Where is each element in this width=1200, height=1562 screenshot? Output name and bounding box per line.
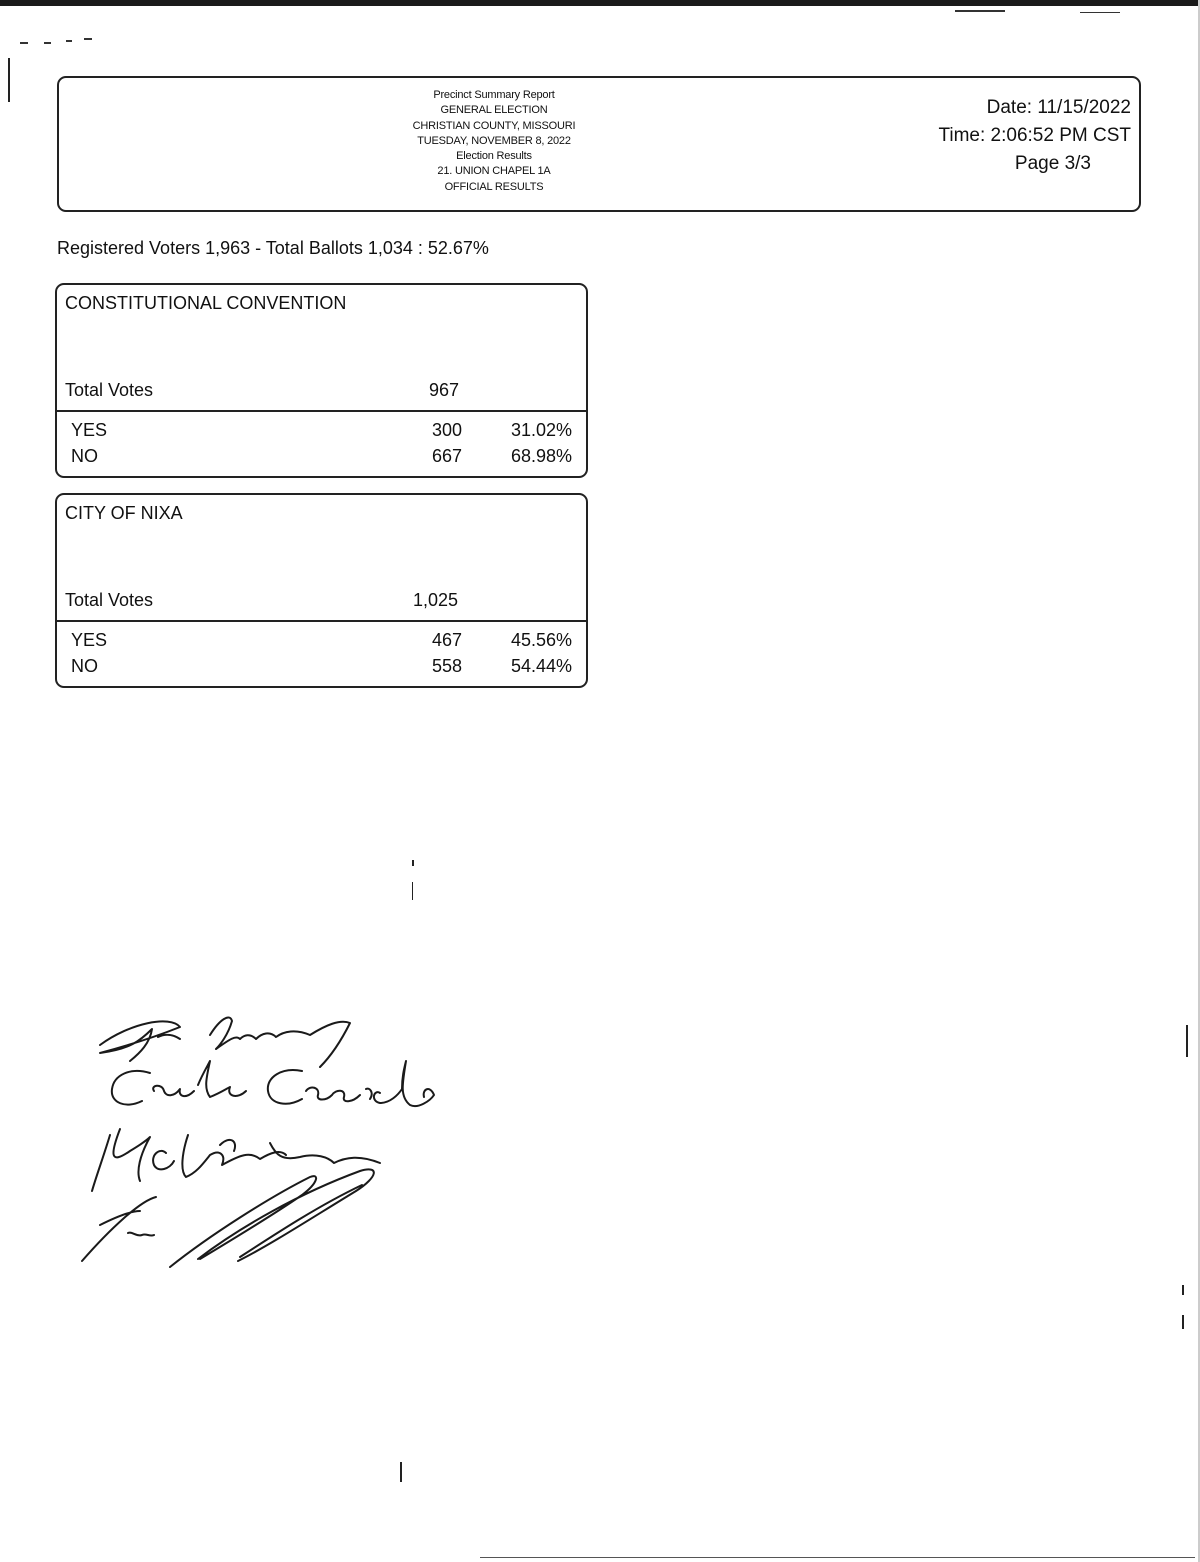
choice-name: NO [71,446,98,466]
choice-votes: 467 [431,630,462,650]
scan-mark [84,38,92,40]
signature-4 [82,1169,374,1267]
total-votes-value: 1,025 [413,590,459,610]
turnout-summary: Registered Voters 1,963 - Total Ballots 1,034 : 52.67% [57,238,489,258]
scan-bottom-line [480,1557,1195,1558]
county-name: CHRISTIAN COUNTY, MISSOURI [412,119,576,132]
contest-constitutional-convention [55,283,588,478]
total-votes-label: Total Votes [65,380,154,400]
signature-2 [112,1061,434,1106]
precinct-name: 21. UNION CHAPEL 1A [437,165,551,178]
choice-name: YES [71,630,108,650]
scan-top-edge [0,0,1200,6]
total-votes-label: Total Votes [65,590,154,610]
scan-mark [1080,12,1120,13]
scan-mark [412,860,414,866]
scan-mark [8,58,10,102]
total-votes-value: 967 [429,380,460,400]
choice-name: YES [71,420,108,440]
choice-votes: 558 [431,656,462,676]
handwritten-signatures [70,1005,450,1275]
choice-votes: 667 [431,446,462,466]
scan-mark [20,42,28,44]
scan-mark [955,10,1005,12]
scan-mark [1182,1285,1184,1295]
choice-row [57,656,586,682]
official-label: OFFICIAL RESULTS [444,180,544,193]
contest-title: CITY OF NIXA [65,503,183,523]
choice-percent: 31.02% [510,420,572,440]
report-time: Time: 2:06:52 PM CST [938,125,1131,146]
choice-percent: 68.98% [510,446,572,466]
election-name: GENERAL ELECTION [440,104,548,117]
scan-mark [1186,1025,1188,1057]
scan-mark [1182,1315,1184,1329]
contest-divider [57,620,586,622]
signature-3 [92,1129,380,1191]
contest-divider [57,410,586,412]
signature-1 [100,1017,350,1067]
choice-row [57,446,586,472]
election-date: TUESDAY, NOVEMBER 8, 2022 [417,134,571,147]
report-meta [911,94,1131,178]
report-type: Precinct Summary Report [433,89,555,101]
report-date: Date: 11/15/2022 [986,97,1131,118]
results-label: Election Results [456,150,532,163]
scan-mark [66,40,72,42]
choice-row [57,630,586,656]
choice-percent: 45.56% [510,630,572,650]
report-header [57,76,1141,212]
scan-mark [400,1462,402,1482]
page-number: Page 3/3 [1014,153,1091,174]
contest-city-of-nixa [55,493,588,688]
report-title-block [399,88,589,195]
scan-mark [412,882,413,900]
choice-name: NO [71,656,98,676]
choice-row [57,420,586,446]
choice-percent: 54.44% [510,656,572,676]
contest-title: CONSTITUTIONAL CONVENTION [65,293,347,313]
scan-mark [44,42,51,44]
choice-votes: 300 [431,420,462,440]
